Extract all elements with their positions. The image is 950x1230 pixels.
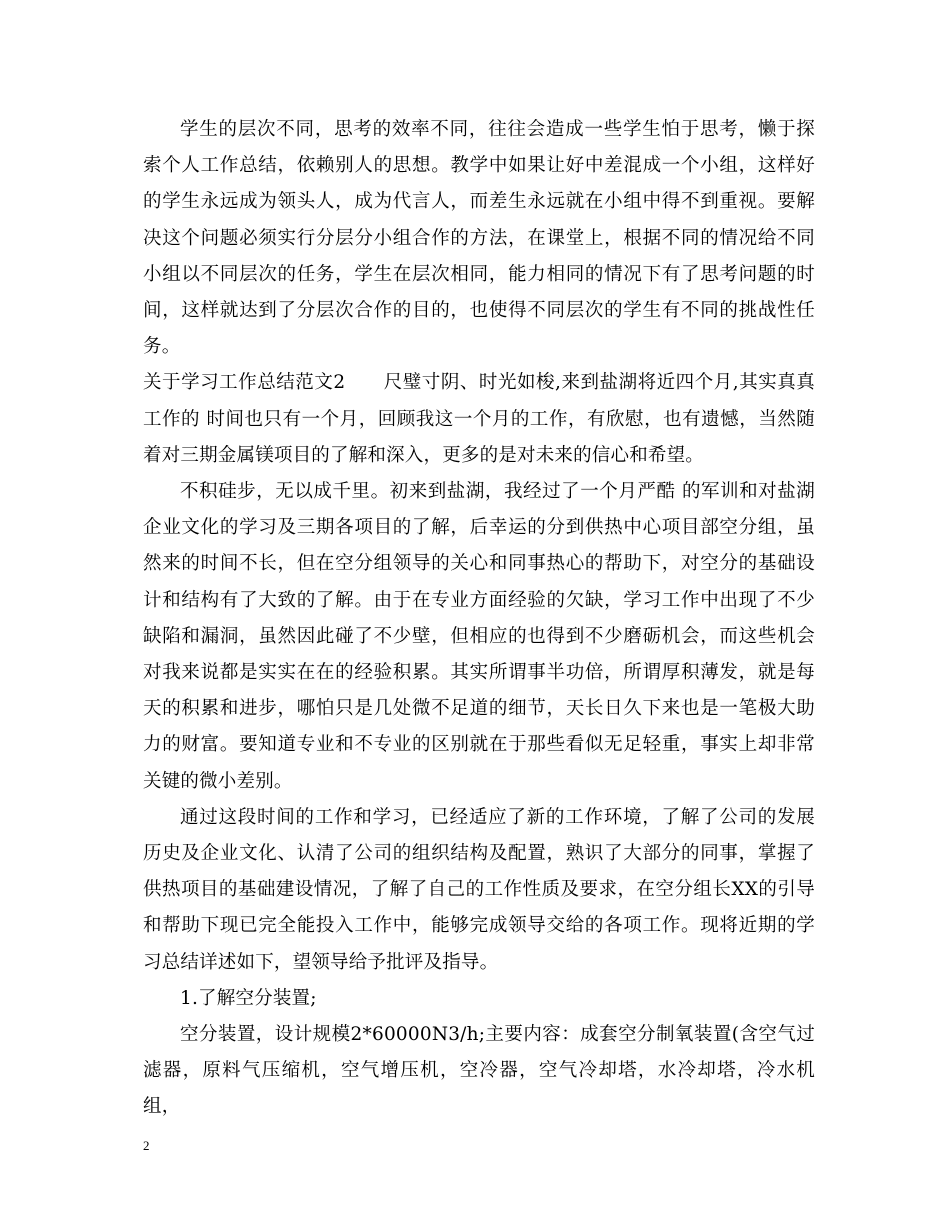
paragraph-3: 不积硅步，无以成千里。初来到盐湖，我经过了一个月严酷 的军训和对盐湖企业文化的学习及三期各项目的了解，后幸运的分到供热中心项目部空分组，虽然来的时间不长，但在空分组领导的关心和同事热心的帮助下，对空分的基础设计和结构有了大致的了解。由于在专业方面经验的欠缺，学习工作中出现了不少缺陷和漏洞，虽然因此碰了不少壁，但相应的也得到不少磨砺机会，而这些机会对我来说都是实实在在的经验积累。其实所谓事半功倍，所谓厚积薄发，就是每天的积累和进步，哪怕只是几处微不足道的细节，天长日久下来也是一笔极大助力的财富。要知道专业和不专业的区别就在于那些看似无足轻重，事实上却非常关键的微小差别。 (143, 481, 815, 792)
page-number: 2 (143, 1138, 150, 1153)
document-page (143, 112, 815, 1126)
paragraph-5: 1.了解空分装置; (180, 987, 317, 1009)
paragraph-1: 学生的层次不同，思考的效率不同，往往会造成一些学生怕于思考，懒于探索个人工作总结，依赖别人的思想。教学中如果让好中差混成一个小组，这样好的学生永远成为领头人，成为代言人，而差生永远就在小组中得不到重视。要解决这个问题必须实行分层分小组合作的方法，在课堂上，根据不同的情况给不同小组以不同层次的任务，学生在层次相同，能力相同的情况下有了思考问题的时间，这样就达到了分层次合作的目的，也使得不同层次的学生有不同的挑战性任务。 (143, 119, 815, 358)
paragraph-2: 关于学习工作总结范文2 尺璧寸阴、时光如梭,来到盐湖将近四个月,其实真真工作的 时间也只有一个月，回顾我这一个月的工作，有欣慰，也有遗憾，当然随着对三期金属镁项目的了解和深入，更多的是对未来的信心和希望。 (143, 372, 815, 466)
paragraph-6: 空分装置，设计规模2*60000N3/h;主要内容：成套空分制氧装置(含空气过滤器，原料气压缩机，空气增压机，空冷器，空气冷却塔，水冷却塔，冷水机组， (143, 1024, 815, 1118)
paragraph-4: 通过这段时间的工作和学习，已经适应了新的工作环境，了解了公司的发展历史及企业文化、认清了公司的组织结构及配置，熟识了大部分的同事，掌握了供热项目的基础建设情况，了解了自己的工作性质及要求，在空分组长XX的引导和帮助下现已完全能投入工作中，能够完成领导交给的各项工作。现将近期的学习总结详述如下，望领导给予批评及指导。 (143, 806, 815, 973)
